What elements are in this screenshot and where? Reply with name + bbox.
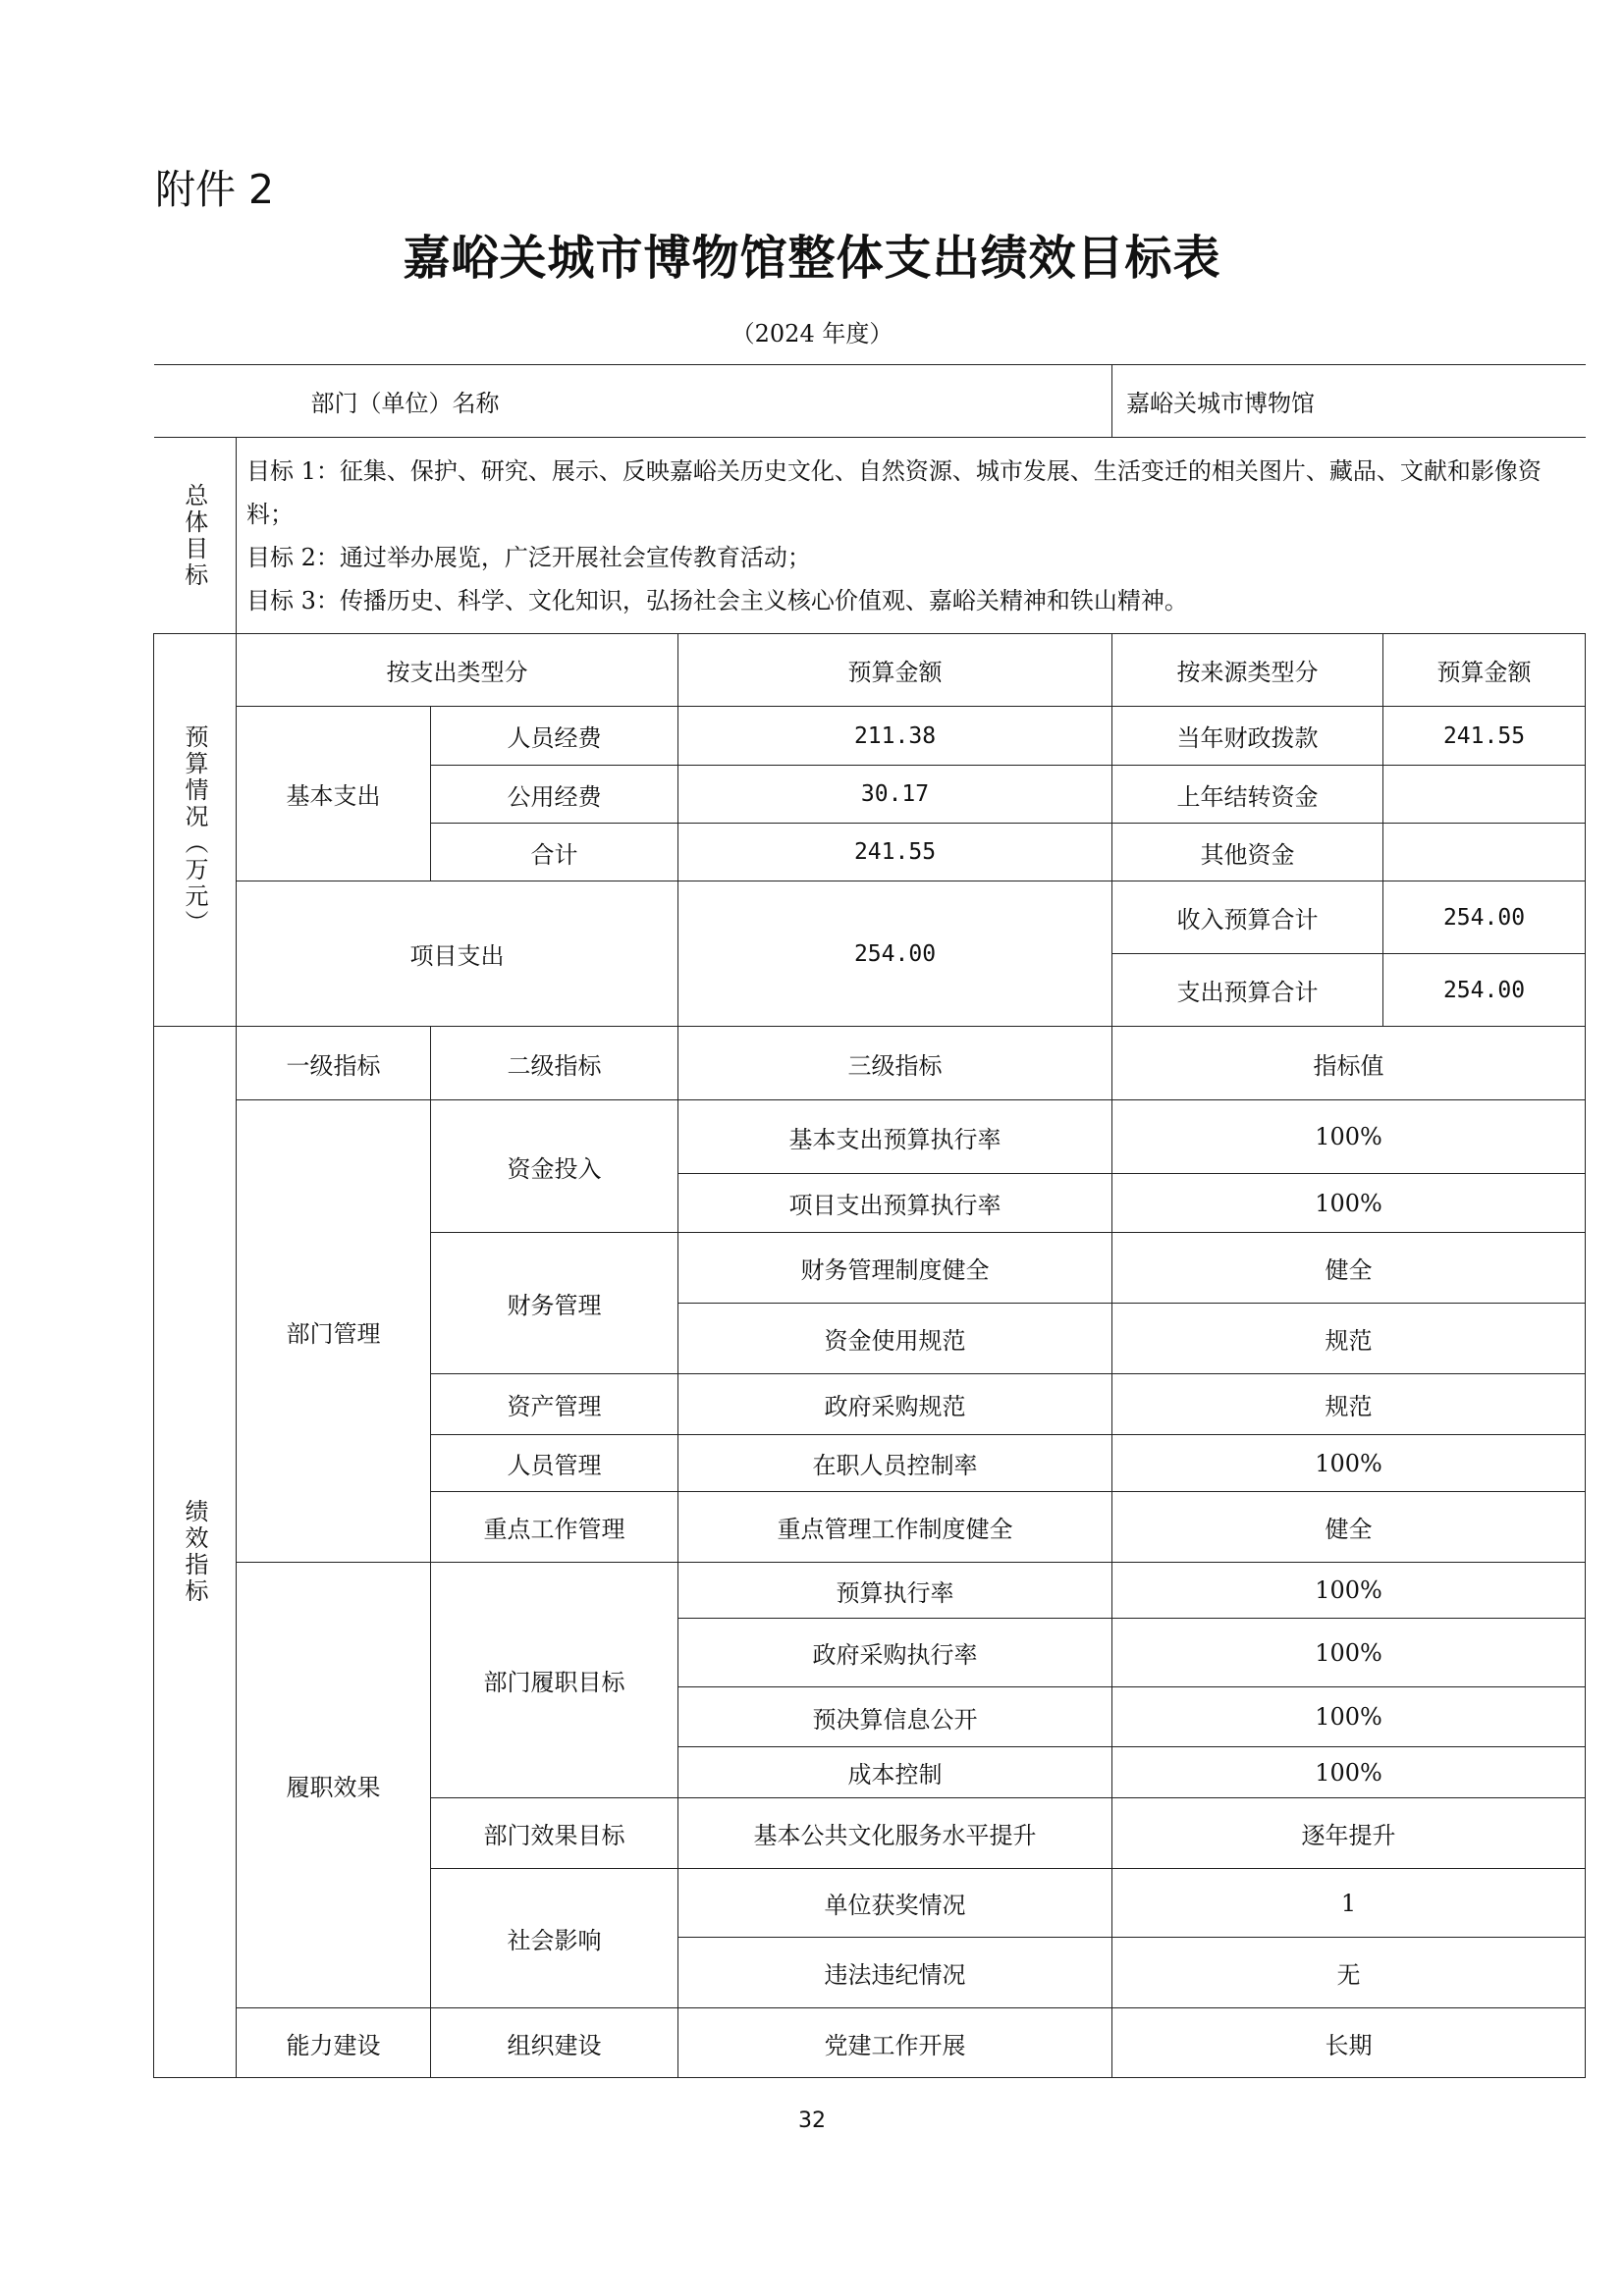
l2-finance: 财务管理	[431, 1233, 678, 1374]
perf-h-level3: 三级指标	[678, 1027, 1112, 1100]
l2-fund: 资金投入	[431, 1100, 678, 1233]
value-cell: 规范	[1112, 1374, 1586, 1435]
l1-capacity: 能力建设	[237, 2008, 431, 2078]
budget-h-amount2: 预算金额	[1383, 634, 1586, 707]
l2-org: 组织建设	[431, 2008, 678, 2078]
perf-h-level2: 二级指标	[431, 1027, 678, 1100]
src-carry-value	[1383, 766, 1586, 824]
budget-side-label: 预算情况（万元）	[154, 634, 237, 1027]
l3-cell: 成本控制	[678, 1747, 1112, 1798]
src-current-value: 241.55	[1383, 707, 1586, 766]
public-value: 30.17	[678, 766, 1112, 824]
l3-cell: 基本公共文化服务水平提升	[678, 1798, 1112, 1869]
value-cell: 长期	[1112, 2008, 1586, 2078]
l2-key-work: 重点工作管理	[431, 1492, 678, 1563]
subtotal-label: 合计	[431, 824, 678, 881]
l3-cell: 基本支出预算执行率	[678, 1100, 1112, 1174]
l2-staff: 人员管理	[431, 1435, 678, 1492]
value-cell: 100%	[1112, 1100, 1586, 1174]
l3-cell: 在职人员控制率	[678, 1435, 1112, 1492]
l3-cell: 重点管理工作制度健全	[678, 1492, 1112, 1563]
value-cell: 100%	[1112, 1747, 1586, 1798]
l3-cell: 预决算信息公开	[678, 1687, 1112, 1747]
value-cell: 100%	[1112, 1687, 1586, 1747]
year-label: （2024 年度）	[731, 320, 893, 347]
l3-cell: 党建工作开展	[678, 2008, 1112, 2078]
l2-asset: 资产管理	[431, 1374, 678, 1435]
income-total-value: 254.00	[1383, 881, 1586, 954]
src-carry-label: 上年结转资金	[1112, 766, 1383, 824]
basic-expense-label: 基本支出	[237, 707, 431, 881]
l2-effect-goal: 部门效果目标	[431, 1798, 678, 1869]
l3-cell: 项目支出预算执行率	[678, 1174, 1112, 1233]
l3-cell: 预算执行率	[678, 1563, 1112, 1619]
perf-side-label: 绩效指标	[154, 1027, 237, 2078]
l3-cell: 政府采购执行率	[678, 1619, 1112, 1687]
budget-row-personnel	[154, 707, 1586, 766]
value-cell: 100%	[1112, 1563, 1586, 1619]
budget-h-by-source: 按来源类型分	[1112, 634, 1383, 707]
perf-row	[154, 1100, 1586, 1174]
value-cell: 健全	[1112, 1233, 1586, 1304]
budget-h-amount: 预算金额	[678, 634, 1112, 707]
personnel-label: 人员经费	[431, 707, 678, 766]
performance-target-table	[153, 364, 1586, 2078]
value-cell: 100%	[1112, 1619, 1586, 1687]
goal-item: 目标 3：传播历史、科学、文化知识，弘扬社会主义核心价值观、嘉峪关精神和铁山精神。	[246, 586, 1188, 614]
perf-row	[154, 1563, 1586, 1619]
goals-list	[237, 438, 1586, 634]
l2-social: 社会影响	[431, 1869, 678, 2008]
src-other-label: 其他资金	[1112, 824, 1383, 881]
l1-dept-mgmt: 部门管理	[237, 1100, 431, 1563]
l2-duty-goal: 部门履职目标	[431, 1563, 678, 1798]
l3-cell: 违法违纪情况	[678, 1938, 1112, 2008]
src-other-value	[1383, 824, 1586, 881]
project-expense-label: 项目支出	[237, 881, 678, 1027]
page-title: 嘉峪关城市博物馆整体支出绩效目标表	[403, 231, 1221, 286]
budget-header-row	[154, 634, 1586, 707]
goals-side-label: 总体目标	[154, 438, 237, 634]
value-cell: 100%	[1112, 1174, 1586, 1233]
value-cell: 逐年提升	[1112, 1798, 1586, 1869]
value-cell: 无	[1112, 1938, 1586, 2008]
value-cell: 1	[1112, 1869, 1586, 1938]
perf-header-row	[154, 1027, 1586, 1100]
personnel-value: 211.38	[678, 707, 1112, 766]
budget-row-project	[154, 881, 1586, 954]
expense-total-value: 254.00	[1383, 954, 1586, 1027]
public-label: 公用经费	[431, 766, 678, 824]
value-cell: 健全	[1112, 1492, 1586, 1563]
l1-duty: 履职效果	[237, 1563, 431, 2008]
goals-row	[154, 438, 1586, 634]
l3-cell: 单位获奖情况	[678, 1869, 1112, 1938]
l3-cell: 资金使用规范	[678, 1304, 1112, 1374]
l3-cell: 财务管理制度健全	[678, 1233, 1112, 1304]
page-number: 32	[798, 2109, 826, 2133]
goal-item: 目标 2：通过举办展览，广泛开展社会宣传教育活动；	[246, 543, 811, 571]
dept-value: 嘉峪关城市博物馆	[1112, 365, 1586, 438]
l3-cell: 政府采购规范	[678, 1374, 1112, 1435]
project-expense-value: 254.00	[678, 881, 1112, 1027]
perf-h-level1: 一级指标	[237, 1027, 431, 1100]
dept-row	[154, 365, 1586, 438]
budget-h-by-type: 按支出类型分	[237, 634, 678, 707]
subtotal-value: 241.55	[678, 824, 1112, 881]
dept-label: 部门（单位）名称	[154, 365, 1112, 438]
src-current-label: 当年财政拨款	[1112, 707, 1383, 766]
value-cell: 100%	[1112, 1435, 1586, 1492]
income-total-label: 收入预算合计	[1112, 881, 1383, 954]
perf-row	[154, 2008, 1586, 2078]
attachment-label: 附件 2	[155, 166, 275, 213]
expense-total-label: 支出预算合计	[1112, 954, 1383, 1027]
perf-h-value: 指标值	[1112, 1027, 1586, 1100]
value-cell: 规范	[1112, 1304, 1586, 1374]
goal-item: 目标 1：征集、保护、研究、展示、反映嘉峪关历史文化、自然资源、城市发展、生活变迁的相关图片、藏品、文献和影像资料；	[246, 456, 1542, 528]
